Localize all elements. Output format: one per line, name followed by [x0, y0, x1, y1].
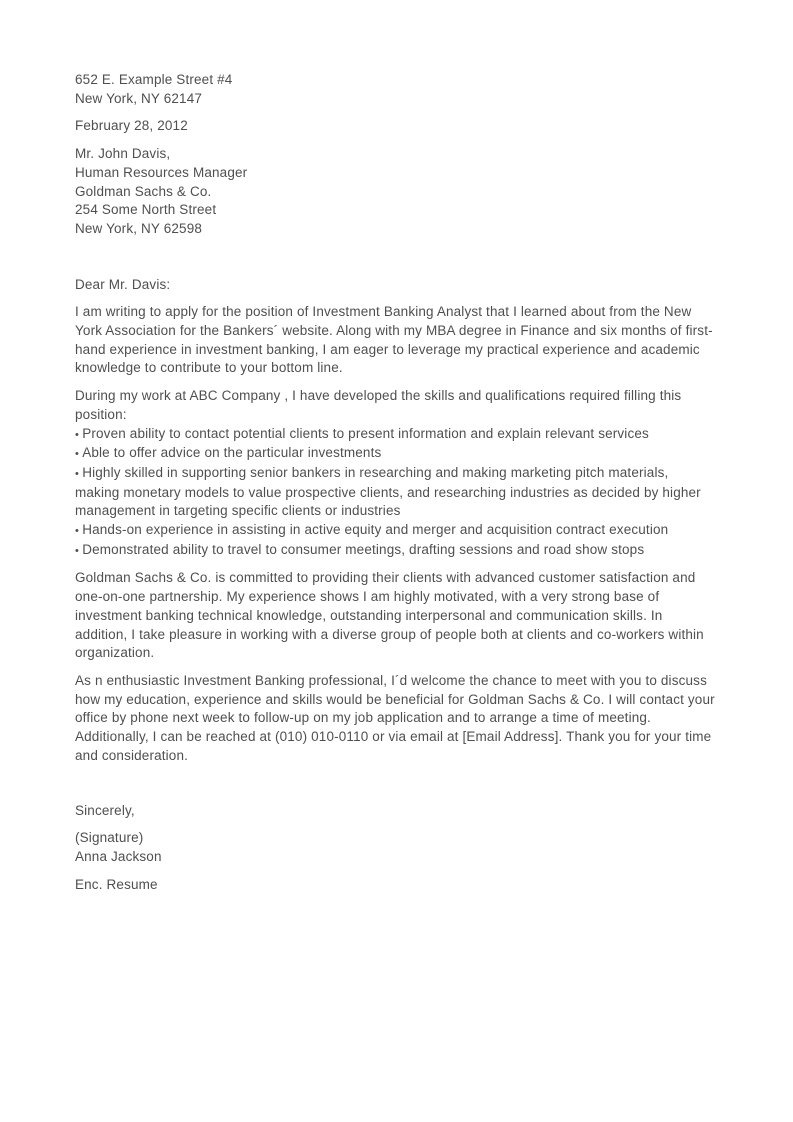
bullet-item: • Hands-on experience in assisting in active equity and merger and acquisition contract execution [75, 521, 715, 541]
bullet-item: • Proven ability to contact potential clients to present information and explain relevant services [75, 425, 715, 445]
bullet-item: • Demonstrated ability to travel to consumer meetings, drafting sessions and road show stops [75, 541, 715, 561]
recipient-title-line: Human Resources Manager [75, 164, 248, 180]
salutation: Dear Mr. Davis: [75, 276, 171, 292]
signature-placeholder: (Signature) [75, 830, 144, 846]
recipient-street-line: 254 Some North Street [75, 202, 217, 218]
paragraph-skills [75, 387, 715, 560]
skills-intro-line: During my work at ABC Company , I have developed the skills and qualifications required filling this position: [75, 388, 686, 422]
sender-address-line: New York, NY 62147 [75, 90, 203, 106]
paragraph-closing: As n enthusiastic Investment Banking professional, I´d welcome the chance to meet with you to discuss how my education, experience and skills would be beneficial for Goldman Sachs & Co. I will contact your office by phone next week to follow-up on my job application and to arrange a time of meeting. Additionally, I can be reached at (010) 010-0110 or via email at [Email Address]. Thank you for your time and consideration. [75, 672, 715, 763]
date-block [75, 117, 715, 136]
recipient-company-line: Goldman Sachs & Co. [75, 183, 212, 199]
recipient-address [75, 145, 715, 239]
signature-block [75, 829, 715, 866]
enclosure-note: Enc. Resume [75, 876, 158, 892]
paragraph-company: Goldman Sachs & Co. is committed to providing their clients with advanced customer satisfaction and one-on-one partnership. My experience shows I am highly motivated, with a very strong base of investment banking technical knowledge, outstanding interpersonal and communication skills. In addition, I take pleasure in working with a diverse group of people both at clients and co-workers within organization. [75, 570, 704, 661]
paragraph-intro: I am writing to apply for the position of Investment Banking Analyst that I learned about from the New York Association for the Bankers´ website. Along with my MBA degree in Finance and six months of first-hand experience in investment banking, I am eager to leverage my practical experience and academic knowledge to contribute to your bottom line. [75, 304, 713, 376]
bullet-item: • Highly skilled in supporting senior bankers in researching and making marketing pitch materials, making monetary models to value prospective clients, and researching industries as decided by higher management in targeting specific clients or industries [75, 464, 715, 521]
recipient-city-line: New York, NY 62598 [75, 220, 203, 236]
sender-address-line: 652 E. Example Street #4 [75, 72, 233, 87]
bullet-item: • Able to offer advice on the particular investments [75, 444, 715, 464]
sender-address [75, 71, 715, 108]
signoff: Sincerely, [75, 802, 135, 818]
signature-name: Anna Jackson [75, 848, 162, 864]
date-line: February 28, 2012 [75, 118, 188, 134]
recipient-name-line: Mr. John Davis, [75, 146, 171, 162]
